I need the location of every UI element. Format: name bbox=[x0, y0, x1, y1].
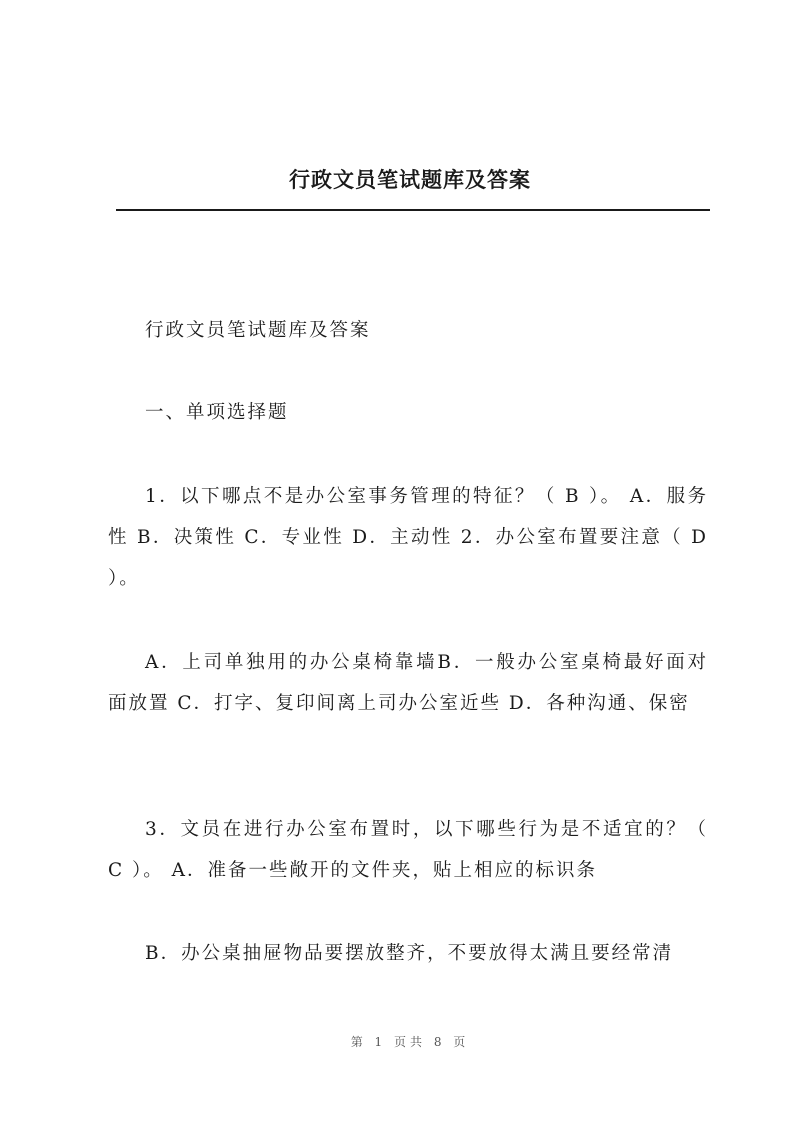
body-title: 行政文员笔试题库及答案 bbox=[145, 320, 371, 341]
options-paragraph: B．办公桌抽屉物品要摆放整齐，不要放得太满且要经常清 bbox=[145, 943, 674, 964]
options-paragraph: A．上司单独用的办公桌椅靠墙B．一般办公室桌椅最好面对面放置 C．打字、复印间离上司办公室近些 D．各种沟通、保密 bbox=[108, 652, 708, 714]
question-paragraph: 3．文员在进行办公室布置时，以下哪些行为是不适宜的？（ C ）。 A．准备一些敞开的文件夹，贴上相应的标识条 bbox=[108, 819, 708, 881]
header-divider bbox=[116, 209, 710, 211]
section-heading: 一、单项选择题 bbox=[145, 402, 289, 423]
question-paragraph: 1．以下哪点不是办公室事务管理的特征？（ B ）。 A．服务性 B．决策性 C．专业性 D．主动性 2．办公室布置要注意（ D ）。 bbox=[108, 486, 708, 589]
page-number-footer: 第 1 页共 8 页 bbox=[350, 1035, 470, 1049]
document-header-title: 行政文员笔试题库及答案 bbox=[289, 167, 531, 192]
